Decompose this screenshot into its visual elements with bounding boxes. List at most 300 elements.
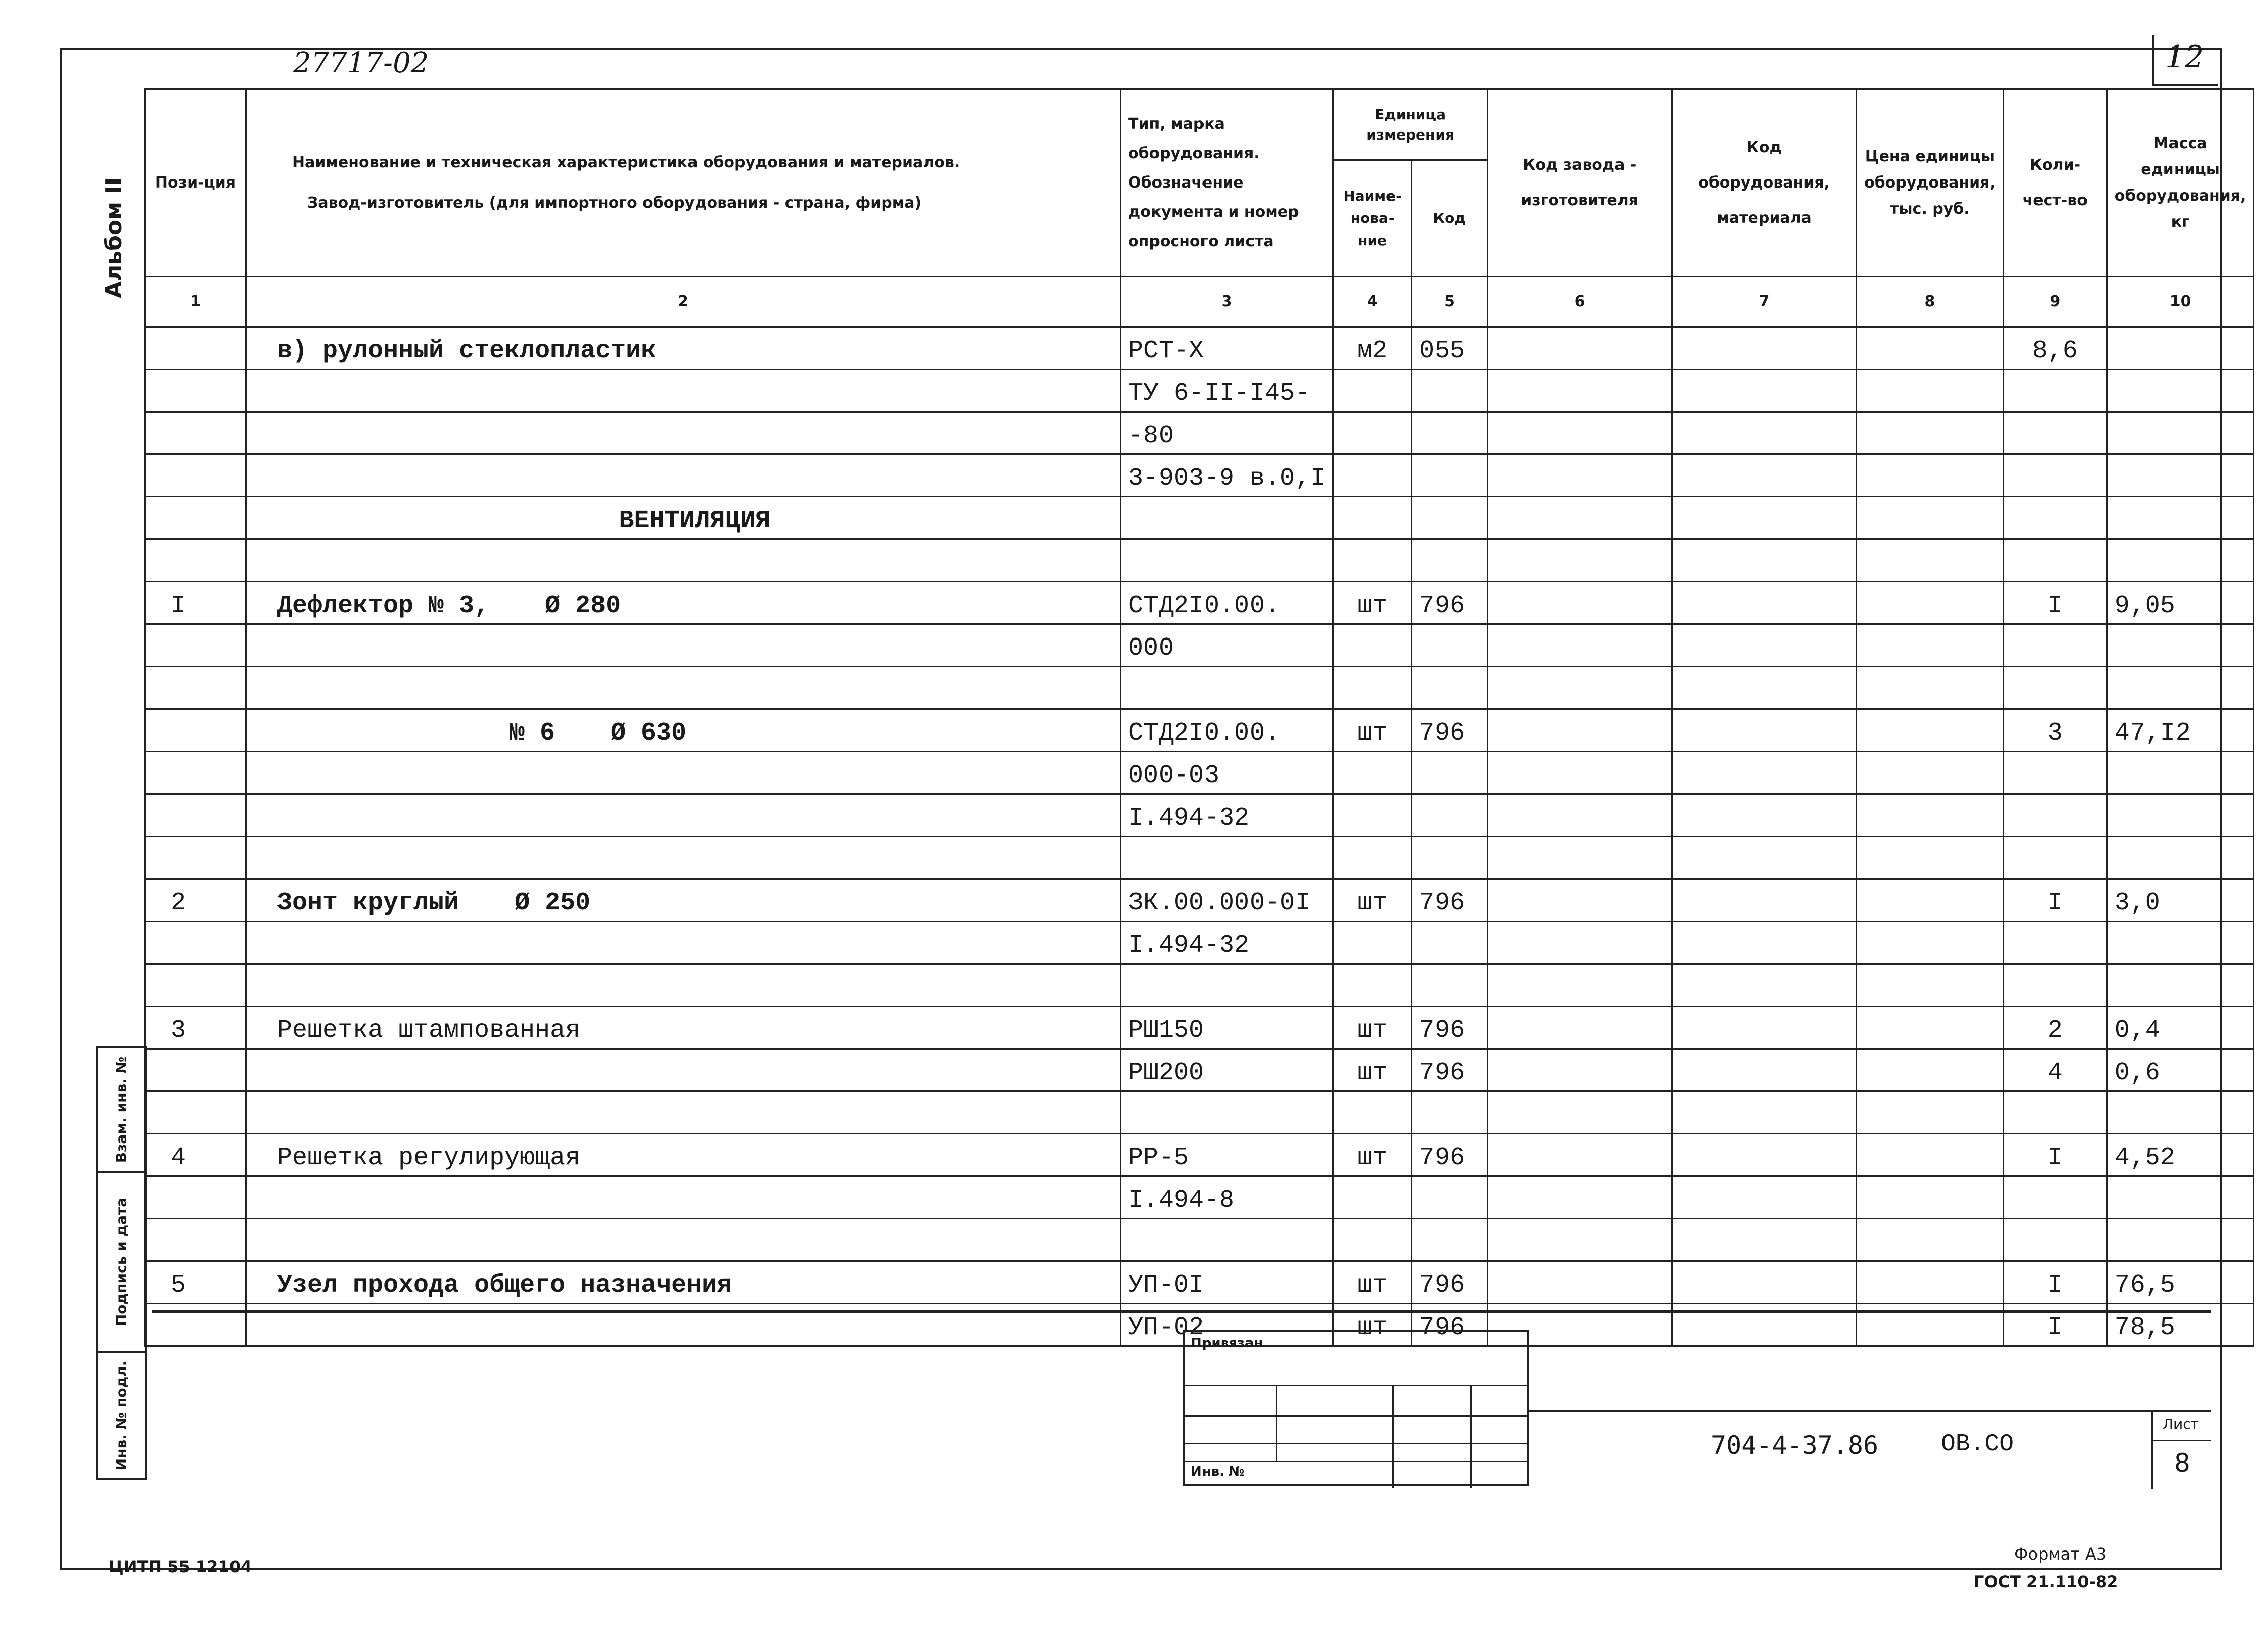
factory-code-cell	[1488, 1134, 1672, 1176]
unit-code-cell	[1412, 497, 1488, 539]
type-cell	[1121, 1176, 1333, 1219]
type-cell-text: I.494-32	[1128, 931, 1250, 960]
type-cell	[1121, 582, 1333, 624]
type-cell-text: 000-03	[1128, 761, 1220, 790]
price-cell	[1857, 454, 2004, 497]
price-cell	[1857, 539, 2004, 582]
mass-cell	[2107, 454, 2254, 497]
equipment-code-cell	[1672, 582, 1857, 624]
unit-code-cell	[1412, 1176, 1488, 1219]
unit-code-cell	[1412, 667, 1488, 709]
price-cell	[1857, 709, 2004, 752]
unit-code-cell	[1412, 964, 1488, 1007]
mass-cell	[2107, 1176, 2254, 1219]
unit-name-cell	[1333, 370, 1412, 412]
position-cell	[145, 1176, 246, 1219]
name-cell	[246, 1049, 1121, 1091]
type-cell-text: ЗК.00.000-0I	[1128, 889, 1311, 918]
mass-cell-text: 0,4	[2114, 1016, 2160, 1045]
type-cell	[1121, 624, 1333, 667]
name-cell	[246, 667, 1121, 709]
equipment-code-cell	[1672, 539, 1857, 582]
mass-cell	[2107, 1007, 2254, 1049]
unit-name-cell	[1333, 1007, 1412, 1049]
unit-name-cell	[1333, 1219, 1412, 1261]
footer-left-code: ЦИТП 55 12104	[109, 1557, 252, 1576]
position-cell	[145, 1261, 246, 1304]
name-cell-text: № 6	[510, 719, 556, 748]
position-cell	[145, 412, 246, 454]
sheet-label-line	[2153, 1440, 2211, 1441]
table-row	[145, 327, 2254, 370]
signature-date-label: Подпись и дата	[113, 1197, 130, 1327]
unit-name-cell	[1333, 327, 1412, 370]
name-cell-text: Дефлектор № 3,	[277, 591, 490, 620]
unit-code-cell-text: 055	[1419, 337, 1465, 366]
unit-name-cell	[1333, 539, 1412, 582]
sheet-corner-number: 12	[2165, 39, 2204, 75]
unit-name-cell	[1333, 1134, 1412, 1176]
unit-code-cell	[1412, 709, 1488, 752]
table-row	[145, 964, 2254, 1007]
column-number-row	[145, 277, 2254, 327]
unit-name-cell-text: м2	[1357, 337, 1388, 366]
header-equipment-code: Код оборудования, материала	[1672, 89, 1857, 277]
price-cell	[1857, 327, 2004, 370]
table-row	[145, 1261, 2254, 1304]
diameter-text: Ø 630	[611, 719, 687, 748]
col-number: 2	[246, 277, 1121, 327]
factory-code-cell	[1488, 752, 1672, 794]
unit-name-cell	[1333, 837, 1412, 879]
unit-name-cell	[1333, 879, 1412, 922]
header-price: Цена единицы оборудования, тыс. руб.	[1857, 89, 2004, 277]
quantity-cell-text: I	[2047, 889, 2063, 918]
table-row	[145, 752, 2254, 794]
price-cell	[1857, 1134, 2004, 1176]
footer-format: Формат А3	[2014, 1544, 2107, 1564]
col-number: 5	[1412, 277, 1488, 327]
mass-cell	[2107, 1091, 2254, 1134]
header-unit-name: Наиме-нова-ние	[1333, 160, 1412, 277]
quantity-cell	[2003, 752, 2107, 794]
header-position: Пози-ция	[145, 89, 246, 277]
mass-cell	[2107, 1261, 2254, 1304]
table-row	[145, 1176, 2254, 1219]
table-row	[145, 879, 2254, 922]
price-cell	[1857, 964, 2004, 1007]
unit-code-cell-text: 796	[1419, 1059, 1465, 1087]
name-cell	[246, 327, 1121, 370]
table-row	[145, 1219, 2254, 1261]
factory-code-cell	[1488, 794, 1672, 837]
equipment-code-cell	[1672, 752, 1857, 794]
table-row	[145, 922, 2254, 964]
unit-code-cell	[1412, 922, 1488, 964]
factory-code-cell	[1488, 837, 1672, 879]
unit-name-cell	[1333, 794, 1412, 837]
unit-name-cell	[1333, 412, 1412, 454]
equipment-code-cell	[1672, 497, 1857, 539]
quantity-cell-text: 8,6	[2032, 337, 2078, 366]
factory-code-cell	[1488, 1219, 1672, 1261]
mass-cell-text: 78,5	[2114, 1313, 2176, 1342]
factory-code-cell	[1488, 497, 1672, 539]
quantity-cell-text: 3	[2047, 719, 2063, 748]
equipment-code-cell	[1672, 794, 1857, 837]
unit-code-cell-text: 796	[1419, 1271, 1465, 1300]
unit-code-cell	[1412, 582, 1488, 624]
sheet-label: Лист	[2163, 1416, 2199, 1432]
factory-code-cell	[1488, 667, 1672, 709]
unit-code-cell-text: 796	[1419, 1313, 1465, 1342]
unit-code-cell-text: 796	[1419, 591, 1465, 620]
sheet-number-box	[2151, 1410, 2211, 1489]
handwritten-number: 27717-02	[293, 47, 429, 79]
mass-cell	[2107, 709, 2254, 752]
equipment-code-cell	[1672, 667, 1857, 709]
price-cell	[1857, 582, 2004, 624]
privyazan-col-line	[1392, 1385, 1394, 1488]
equipment-code-cell	[1672, 709, 1857, 752]
position-cell	[145, 370, 246, 412]
mass-cell	[2107, 624, 2254, 667]
unit-code-cell	[1412, 327, 1488, 370]
mass-cell	[2107, 879, 2254, 922]
unit-code-cell	[1412, 1261, 1488, 1304]
equipment-code-cell	[1672, 922, 1857, 964]
quantity-cell-text: I	[2047, 1313, 2063, 1342]
table-row	[145, 667, 2254, 709]
unit-name-cell-text: шт	[1357, 1313, 1388, 1342]
position-cell	[145, 837, 246, 879]
equipment-code-cell	[1672, 1091, 1857, 1134]
position-cell	[145, 922, 246, 964]
name-cell	[246, 1091, 1121, 1134]
document-section: ОВ.СО	[1941, 1431, 2014, 1458]
quantity-cell	[2003, 794, 2107, 837]
equipment-code-cell	[1672, 370, 1857, 412]
unit-name-cell	[1333, 624, 1412, 667]
factory-code-cell	[1488, 1049, 1672, 1091]
name-cell	[246, 454, 1121, 497]
mass-cell-text: 9,05	[2114, 591, 2176, 620]
position-cell	[145, 964, 246, 1007]
equipment-code-cell	[1672, 964, 1857, 1007]
unit-code-cell	[1412, 370, 1488, 412]
type-cell	[1121, 1134, 1333, 1176]
factory-code-cell	[1488, 1007, 1672, 1049]
spec-rows	[145, 327, 2254, 1346]
equipment-code-cell	[1672, 1219, 1857, 1261]
factory-code-cell	[1488, 709, 1672, 752]
header-quantity: Коли-чест-во	[2003, 89, 2107, 277]
col-number: 3	[1121, 277, 1333, 327]
type-cell-text: ТУ 6-II-I45-	[1128, 379, 1311, 408]
header-unit-code: Код	[1412, 160, 1488, 277]
unit-name-cell-text: шт	[1357, 889, 1388, 918]
quantity-cell	[2003, 1176, 2107, 1219]
unit-name-cell-text: шт	[1357, 591, 1388, 620]
mass-cell	[2107, 497, 2254, 539]
table-row	[145, 624, 2254, 667]
type-cell-text: РСТ-Х	[1128, 337, 1205, 366]
name-cell	[246, 1134, 1121, 1176]
quantity-cell	[2003, 879, 2107, 922]
factory-code-cell	[1488, 1091, 1672, 1134]
mass-cell	[2107, 794, 2254, 837]
unit-code-cell	[1412, 879, 1488, 922]
price-cell	[1857, 1049, 2004, 1091]
unit-code-cell-text: 796	[1419, 1144, 1465, 1172]
factory-code-cell	[1488, 539, 1672, 582]
position-cell	[145, 1091, 246, 1134]
specification-table	[144, 88, 2254, 1347]
unit-name-cell	[1333, 752, 1412, 794]
position-cell	[145, 1049, 246, 1091]
position-cell	[145, 327, 246, 370]
equipment-code-cell	[1672, 837, 1857, 879]
unit-code-cell	[1412, 1091, 1488, 1134]
equipment-code-cell	[1672, 1134, 1857, 1176]
title-block-top-line	[152, 1310, 2211, 1313]
col-number: 7	[1672, 277, 1857, 327]
doc-code-top-line	[1529, 1410, 2211, 1412]
privyazan-col-line	[1276, 1385, 1277, 1461]
name-cell-text: в) рулонный стеклопластик	[277, 337, 657, 366]
privyazan-block	[1183, 1330, 1529, 1486]
position-cell	[145, 582, 246, 624]
mass-cell	[2107, 582, 2254, 624]
position-cell	[145, 667, 246, 709]
table-row	[145, 794, 2254, 837]
table-row	[145, 412, 2254, 454]
type-cell-text: РШ150	[1128, 1016, 1205, 1045]
equipment-code-cell	[1672, 454, 1857, 497]
position-cell-text: 3	[171, 1016, 187, 1045]
position-cell-text: 5	[171, 1271, 187, 1300]
position-cell	[145, 752, 246, 794]
unit-code-cell	[1412, 624, 1488, 667]
name-cell	[246, 624, 1121, 667]
type-cell	[1121, 412, 1333, 454]
table-row	[145, 1049, 2254, 1091]
type-cell	[1121, 327, 1333, 370]
unit-name-cell	[1333, 1261, 1412, 1304]
type-cell	[1121, 454, 1333, 497]
name-cell-text: Решетка регулирующая	[277, 1144, 581, 1172]
name-cell	[246, 1261, 1121, 1304]
name-cell	[246, 709, 1121, 752]
type-cell	[1121, 1091, 1333, 1134]
quantity-cell	[2003, 837, 2107, 879]
unit-code-cell-text: 796	[1419, 1016, 1465, 1045]
equipment-code-cell	[1672, 1176, 1857, 1219]
type-cell	[1121, 709, 1333, 752]
col-number: 6	[1488, 277, 1672, 327]
unit-name-cell	[1333, 964, 1412, 1007]
position-cell	[145, 497, 246, 539]
unit-code-cell-text: 796	[1419, 889, 1465, 918]
name-cell	[246, 964, 1121, 1007]
type-cell	[1121, 1007, 1333, 1049]
position-cell-text: 2	[171, 889, 187, 918]
mass-cell	[2107, 964, 2254, 1007]
name-cell	[246, 582, 1121, 624]
factory-code-cell	[1488, 327, 1672, 370]
equipment-code-cell	[1672, 1049, 1857, 1091]
quantity-cell-text: 2	[2047, 1016, 2063, 1045]
type-cell	[1121, 1049, 1333, 1091]
unit-name-cell	[1333, 454, 1412, 497]
price-cell	[1857, 412, 2004, 454]
type-cell-text: РР-5	[1128, 1144, 1189, 1172]
unit-name-cell-text: шт	[1357, 719, 1388, 748]
privyazan-row-line	[1185, 1461, 1527, 1462]
price-cell	[1857, 1176, 2004, 1219]
name-cell	[246, 922, 1121, 964]
quantity-cell	[2003, 1134, 2107, 1176]
type-cell-text: СТД2I0.00.	[1128, 591, 1280, 620]
name-cell-text: Зонт круглый	[277, 889, 459, 918]
name-cell	[246, 412, 1121, 454]
factory-code-cell	[1488, 1176, 1672, 1219]
position-cell	[145, 1134, 246, 1176]
type-cell	[1121, 879, 1333, 922]
table-row	[145, 1134, 2254, 1176]
table-row	[145, 837, 2254, 879]
unit-name-cell	[1333, 497, 1412, 539]
quantity-cell-text: I	[2047, 1144, 2063, 1172]
unit-name-cell	[1333, 922, 1412, 964]
mass-cell	[2107, 922, 2254, 964]
type-cell	[1121, 539, 1333, 582]
unit-name-cell-text: шт	[1357, 1059, 1388, 1087]
price-cell	[1857, 1091, 2004, 1134]
name-cell	[246, 879, 1121, 922]
quantity-cell-text: 4	[2047, 1059, 2063, 1087]
type-cell-text: 3-903-9 в.0,I	[1128, 464, 1326, 493]
diameter-text: Ø 280	[545, 591, 621, 620]
price-cell	[1857, 1007, 2004, 1049]
price-cell	[1857, 667, 2004, 709]
privyazan-label: Привязан	[1191, 1336, 1263, 1351]
unit-code-cell	[1412, 837, 1488, 879]
price-cell	[1857, 879, 2004, 922]
quantity-cell	[2003, 624, 2107, 667]
type-cell	[1121, 922, 1333, 964]
quantity-cell	[2003, 1219, 2107, 1261]
price-cell	[1857, 1261, 2004, 1304]
name-cell	[246, 1007, 1121, 1049]
factory-code-cell	[1488, 922, 1672, 964]
quantity-cell	[2003, 1091, 2107, 1134]
mass-cell-text: 0,6	[2114, 1059, 2160, 1087]
quantity-cell-text: I	[2047, 1271, 2063, 1300]
type-cell	[1121, 370, 1333, 412]
unit-code-cell	[1412, 1134, 1488, 1176]
mass-cell	[2107, 1219, 2254, 1261]
unit-code-cell	[1412, 454, 1488, 497]
quantity-cell	[2003, 1261, 2107, 1304]
name-cell-text: Решетка штампованная	[277, 1016, 581, 1045]
type-cell	[1121, 1219, 1333, 1261]
type-cell-text: -80	[1128, 422, 1174, 450]
vzam-inv-box	[96, 1046, 147, 1173]
unit-code-cell	[1412, 412, 1488, 454]
type-cell-text: I.494-32	[1128, 804, 1250, 833]
price-cell	[1857, 624, 2004, 667]
type-cell-text: 000	[1128, 634, 1174, 663]
table-row	[145, 709, 2254, 752]
position-cell	[145, 1219, 246, 1261]
vzam-inv-label: Взам. инв. №	[113, 1056, 130, 1163]
col-number: 4	[1333, 277, 1412, 327]
header-name-line1: Наименование и техническая характеристика оборудования и материалов.	[292, 153, 960, 171]
equipment-code-cell	[1672, 624, 1857, 667]
factory-code-cell	[1488, 370, 1672, 412]
header-name-line2: Завод-изготовитель (для импортного оборудования - страна, фирма)	[307, 194, 922, 212]
price-cell	[1857, 752, 2004, 794]
factory-code-cell	[1488, 964, 1672, 1007]
table-row	[145, 454, 2254, 497]
mass-cell-text: 47,I2	[2114, 719, 2191, 748]
unit-name-cell	[1333, 582, 1412, 624]
mass-cell	[2107, 370, 2254, 412]
equipment-code-cell	[1672, 327, 1857, 370]
signature-date-box	[96, 1171, 147, 1353]
type-cell-text: СТД2I0.00.	[1128, 719, 1280, 748]
unit-name-cell	[1333, 667, 1412, 709]
unit-code-cell	[1412, 1007, 1488, 1049]
type-cell	[1121, 667, 1333, 709]
inv-orig-label: Инв. № подл.	[113, 1360, 130, 1470]
quantity-cell	[2003, 709, 2107, 752]
equipment-code-cell	[1672, 1007, 1857, 1049]
quantity-cell	[2003, 497, 2107, 539]
album-label: Альбом II	[101, 177, 127, 298]
unit-code-cell	[1412, 1219, 1488, 1261]
diameter-text: Ø 250	[515, 889, 591, 918]
position-cell-text: 4	[171, 1144, 187, 1172]
position-cell	[145, 879, 246, 922]
mass-cell-text: 76,5	[2114, 1271, 2176, 1300]
equipment-code-cell	[1672, 879, 1857, 922]
table-row	[145, 497, 2254, 539]
position-cell-text: I	[171, 591, 187, 620]
sheet-corner-box	[2152, 35, 2218, 86]
document-code: 704-4-37.86	[1711, 1431, 1879, 1460]
name-cell-text: ВЕНТИЛЯЦИЯ	[619, 507, 771, 535]
header-unit: Единица измерения	[1333, 89, 1488, 160]
type-cell-text: УП-0I	[1128, 1271, 1205, 1300]
unit-code-cell	[1412, 1049, 1488, 1091]
unit-name-cell	[1333, 709, 1412, 752]
inv-no-label: Инв. №	[1191, 1464, 1245, 1479]
price-cell	[1857, 922, 2004, 964]
mass-cell-text: 3,0	[2114, 889, 2160, 918]
mass-cell	[2107, 412, 2254, 454]
quantity-cell	[2003, 582, 2107, 624]
price-cell	[1857, 1219, 2004, 1261]
mass-cell	[2107, 1134, 2254, 1176]
unit-name-cell-text: шт	[1357, 1016, 1388, 1045]
col-number: 1	[145, 277, 246, 327]
privyazan-col-line	[1470, 1385, 1472, 1488]
price-cell	[1857, 497, 2004, 539]
unit-code-cell-text: 796	[1419, 719, 1465, 748]
type-cell	[1121, 1261, 1333, 1304]
